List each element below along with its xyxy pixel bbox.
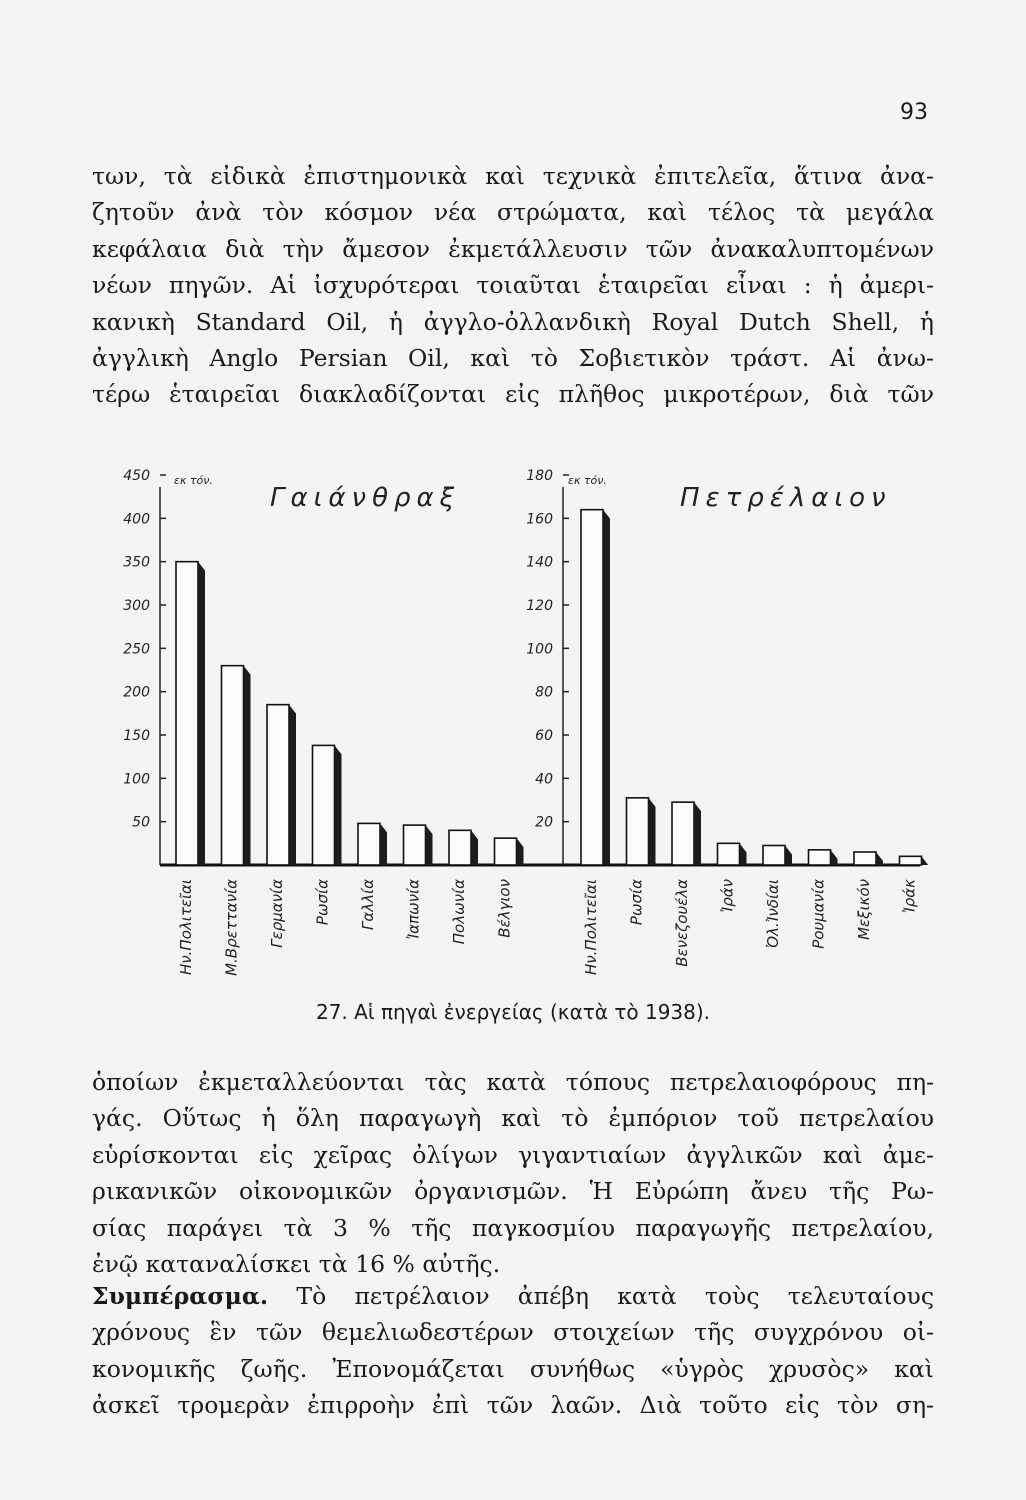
bar (718, 843, 740, 865)
bar (449, 830, 471, 865)
text-fragment: Τὸ πετρέλαιον ἀπέβη κατὰ τοὺς τελευταίους (268, 1282, 934, 1310)
bar (267, 705, 289, 865)
category-label: Μεξικόν (855, 879, 873, 940)
text-line: κανικὴ Standard Oil, ἡ ἀγγλο-ὀλλανδικὴ Royal Dutch Shell, ἡ (92, 307, 934, 336)
category-label: Πολωνία (450, 879, 468, 945)
bar (809, 850, 831, 865)
bar-shadow (649, 798, 656, 865)
bar-shadow (694, 802, 701, 865)
paragraph-top (92, 158, 934, 413)
energy-sources-chart (90, 455, 940, 995)
category-label: Ην.Πολιτεῖαι (177, 879, 195, 976)
y-tick-label: 450 (123, 468, 150, 484)
y-tick-label: 400 (123, 511, 150, 528)
category-label: Γαλλία (359, 879, 377, 930)
text-line: σίας παράγει τὰ 3 % τῆς παγκοσμίου παραγωγῆς πετρελαίου, (92, 1213, 934, 1242)
bar (222, 666, 244, 865)
text-line: ἐνῷ καταναλίσκει τὰ 16 % αὐτῆς. (92, 1250, 501, 1279)
bar-shadow (471, 830, 478, 865)
y-tick-label: 80 (535, 684, 553, 701)
chart-title: Γαιάνθραξ (270, 483, 461, 513)
bar (176, 562, 198, 865)
category-label: Μ.Βρεττανία (222, 879, 241, 976)
bar-shadow (740, 843, 747, 865)
bar (581, 510, 603, 865)
text-line: κονομικῆς ζωῆς. Ἐπονομάζεται συνήθως «ὑγρὸς χρυσὸς» καὶ (92, 1354, 934, 1383)
text-line: κεφάλαια διὰ τὴν ἄμεσον ἐκμετάλλευσιν τῶν ἀνακαλυπτομένων (92, 234, 934, 263)
y-tick-label: 150 (123, 728, 150, 744)
y-tick-label: 300 (123, 598, 150, 614)
y-tick-label: 250 (123, 641, 150, 658)
text-line: εὑρίσκονται εἰς χεῖρας ὀλίγων γιγαντιαίων ἀγγλικῶν καὶ ἀμε- (92, 1140, 934, 1169)
paragraph-conclusion (92, 1278, 934, 1424)
y-tick-label: 20 (535, 814, 553, 831)
y-tick-label: 50 (132, 814, 150, 831)
text-line: ἀγγλικὴ Anglo Persian Oil, καὶ τὸ Σοβιετικὸν τράστ. Αἱ ἀνω- (92, 344, 934, 373)
category-label: Γερμανία (268, 879, 286, 948)
text-line: γάς. Οὕτως ἡ ὅλη παραγωγὴ καὶ τὸ ἐμπόριον τοῦ πετρελαίου (92, 1104, 934, 1133)
bar-shadow (831, 850, 838, 865)
category-label: Ην.Πολιτεῖαι (582, 879, 600, 976)
category-label: Βέλγιον (495, 879, 514, 938)
text-line: χρόνους ἓν τῶν θεμελιωδεστέρων στοιχείων τῆς συγχρόνου οἰ- (92, 1318, 934, 1347)
chart-title: Πετρέλαιον (680, 483, 892, 513)
category-label: Βενεζουέλα (673, 879, 691, 967)
page-number: 93 (900, 100, 928, 125)
bar (900, 856, 922, 865)
bar-shadow (289, 705, 296, 865)
text-line: ρικανικῶν οἰκονομικῶν ὀργανισμῶν. Ἡ Εὐρώπη ἄνευ τῆς Ρω- (92, 1177, 934, 1206)
category-label: Ρωσία (313, 879, 332, 926)
category-label: Ρωσία (627, 879, 646, 926)
bar (358, 823, 380, 865)
bar (763, 846, 785, 866)
text-line: των, τὰ εἰδικὰ ἐπιστημονικὰ καὶ τεχνικὰ ἐπιτελεῖα, ἅτινα ἀνα- (92, 162, 934, 190)
text-line: ὁποίων ἐκμεταλλεύονται τὰς κατὰ τόπους πετρελαιοφόρους πη- (92, 1068, 934, 1096)
bar-shadow (380, 823, 387, 865)
category-label: Ἰράν (718, 879, 737, 913)
bar (495, 838, 517, 865)
y-tick-label: 180 (526, 468, 553, 484)
bar (404, 825, 426, 865)
text-line (92, 1278, 934, 1314)
bar (627, 798, 649, 865)
category-label: Ἰαπωνία (404, 879, 423, 940)
section-heading: Συμπέρασμα. (92, 1282, 269, 1310)
paragraph-middle (92, 1064, 934, 1282)
bar (672, 802, 694, 865)
category-label: Ἰράκ (900, 879, 919, 913)
text-line: ἀσκεῖ τρομερὰν ἐπιρροὴν ἐπὶ τῶν λαῶν. Διὰ τοῦτο εἰς τὸν ση- (92, 1391, 934, 1420)
y-tick-label: 100 (123, 771, 150, 788)
y-tick-label: 60 (535, 728, 553, 744)
bar (854, 852, 876, 865)
text-line: ζητοῦν ἀνὰ τὸν κόσμον νέα στρώματα, καὶ τέλος τὰ μεγάλα (92, 198, 934, 227)
bar-shadow (785, 846, 792, 866)
text-line: νέων πηγῶν. Αἱ ἰσχυρότεραι τοιαῦται ἑταιρεῖαι εἶναι : ἡ ἀμερι- (92, 271, 934, 300)
bar-shadow (922, 856, 929, 865)
y-tick-label: 200 (123, 684, 150, 701)
y-unit-label: εκ τόν. (568, 474, 607, 487)
figure-caption: 27. Αἱ πηγαὶ ἐνεργείας (κατὰ τὸ 1938). (315, 1000, 711, 1024)
bar-shadow (198, 562, 205, 865)
y-tick-label: 100 (526, 641, 553, 658)
y-unit-label: εκ τόν. (174, 474, 213, 487)
text-line: τέρω ἑταιρεῖαι διακλαδίζονται εἰς πλῆθος μικροτέρων, διὰ τῶν (92, 380, 934, 409)
bar-shadow (603, 510, 610, 865)
y-tick-label: 140 (526, 554, 553, 571)
bar-shadow (426, 825, 433, 865)
bar (313, 745, 335, 865)
bar-shadow (335, 745, 342, 865)
y-tick-label: 350 (123, 554, 150, 571)
category-label: Ρουμανία (809, 879, 828, 949)
y-tick-label: 40 (535, 771, 553, 788)
bar-shadow (244, 666, 251, 865)
bar-shadow (517, 838, 524, 865)
category-label: Ὀλ.Ἰνδίαι (764, 879, 782, 949)
y-tick-label: 160 (526, 511, 553, 528)
y-tick-label: 120 (526, 598, 553, 614)
bar-shadow (876, 852, 883, 865)
